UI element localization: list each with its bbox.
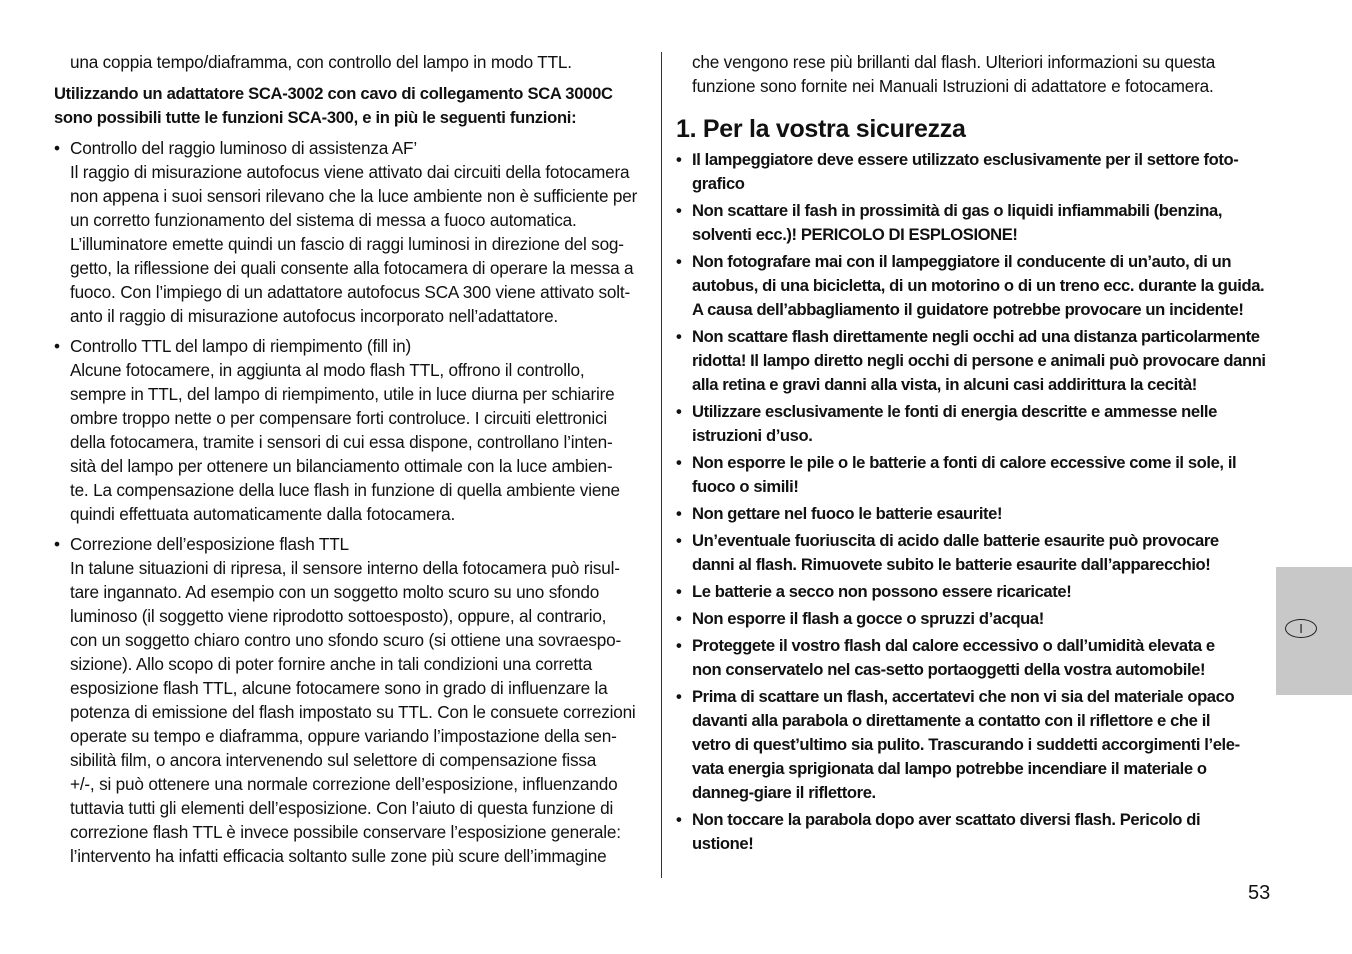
feature-line: sizione). Allo scopo di poter fornire anche in tali condizioni una corretta: [70, 654, 592, 674]
feature-item: [54, 334, 654, 526]
safety-item: [676, 325, 1276, 397]
feature-line: della fotocamera, tramite i sensori di cui essa dispone, controllano l’inten-: [70, 432, 613, 452]
safety-line: • Non scattare il fash in prossimità di gas o liquidi infiammabili (benzina,: [692, 201, 1223, 220]
safety-line: • Il lampeggiatore deve essere utilizzato esclusivamente per il settore foto-: [692, 150, 1239, 169]
safety-line: • Utilizzare esclusivamente le fonti di energia descritte e ammesse nelle: [692, 402, 1217, 421]
column-divider: [661, 52, 662, 878]
safety-line: • Non scattare flash direttamente negli occhi ad una distanza particolarmente: [692, 327, 1260, 346]
feature-line: potenza di emissione del flash impostato su TTL. Con le consuete correzioni: [70, 702, 636, 722]
safety-line: • Prima di scattare un flash, accertatevi che non vi sia del materiale opaco: [692, 687, 1235, 706]
feature-line: te. La compensazione della luce flash in funzione di quella ambiente viene: [70, 480, 620, 500]
continuation-text: [676, 50, 1276, 98]
feature-line: L’illuminatore emette quindi un fascio di raggi luminosi in direzione del sog-: [70, 234, 624, 254]
feature-line: quindi effettuata automaticamente dalla fotocamera.: [70, 504, 456, 524]
feature-line: Il raggio di misurazione autofocus viene attivato dai circuiti della fotocamera: [70, 162, 630, 182]
feature-line: luminoso (il soggetto viene riprodotto sottoesposto), oppure, al contrario,: [70, 606, 607, 626]
feature-list: [54, 136, 654, 868]
feature-line: correzione flash TTL è invece possibile conservare l’esposizione generale:: [70, 822, 621, 842]
continuation-line: che vengono rese più brillanti dal flash. Ulteriori informazioni su questa: [692, 52, 1216, 72]
safety-item: [676, 502, 1276, 526]
safety-line: • Proteggete il vostro flash dal calore eccessivo o dall’umidità elevata e: [692, 636, 1215, 655]
feature-line: getto, la riflessione dei quali consente alla fotocamera di operare la messa a: [70, 258, 634, 278]
bold-intro-line: Utilizzando un adattatore SCA-3002 con cavo di collegamento SCA 3000C: [54, 84, 613, 103]
page-number: 53: [1248, 882, 1271, 904]
safety-line: alla retina e gravi danni alla vista, in alcuni casi addirittura la cecità!: [692, 375, 1197, 394]
feature-line: operate su tempo e diaframma, oppure variando l’impostazione della sen-: [70, 726, 617, 746]
safety-line: • Un’eventuale fuoriuscita di acido dalle batterie esaurite può provocare: [692, 531, 1219, 550]
safety-line: • Non esporre il flash a gocce o spruzzi d’acqua!: [692, 609, 1044, 628]
safety-item: [676, 529, 1276, 577]
safety-line: ustione!: [692, 834, 754, 853]
safety-item: [676, 634, 1276, 682]
safety-line: • Le batterie a secco non possono essere ricaricate!: [692, 582, 1072, 601]
bold-intro-line: sono possibili tutte le funzioni SCA-300, e in più le seguenti funzioni:: [54, 108, 577, 127]
safety-line: • Non gettare nel fuoco le batterie esaurite!: [692, 504, 1003, 523]
safety-item: [676, 685, 1276, 805]
safety-line: ridotta! Il lampo diretto negli occhi di persone e animali può provocare danni: [692, 351, 1266, 370]
feature-line: sità del lampo per ottenere un bilanciamento ottimale con la luce ambien-: [70, 456, 613, 476]
safety-line: grafico: [692, 174, 745, 193]
safety-item: [676, 580, 1276, 604]
language-tab: [1276, 567, 1352, 695]
safety-line: solventi ecc.)! PERICOLO DI ESPLOSIONE!: [692, 225, 1018, 244]
safety-line: • Non fotografare mai con il lampeggiatore il conducente di un’auto, di un: [692, 252, 1232, 271]
safety-item: [676, 199, 1276, 247]
safety-line: istruzioni d’uso.: [692, 426, 813, 445]
feature-line: l’intervento ha infatti efficacia soltanto sulle zone più scure dell’immagine: [70, 846, 607, 866]
safety-list: [676, 148, 1276, 856]
safety-item: [676, 808, 1276, 856]
safety-item: [676, 607, 1276, 631]
safety-item: [676, 451, 1276, 499]
feature-line: Alcune fotocamere, in aggiunta al modo flash TTL, offrono il controllo,: [70, 360, 585, 380]
section-title: 1. Per la vostra sicurezza: [676, 115, 966, 143]
safety-item: [676, 400, 1276, 448]
safety-line: A causa dell’abbagliamento il guidatore potrebbe provocare un incidente!: [692, 300, 1244, 319]
safety-line: • Non toccare la parabola dopo aver scattato diversi flash. Pericolo di: [692, 810, 1201, 829]
feature-line: esposizione flash TTL, alcune fotocamere sono in grado di influenzare la: [70, 678, 608, 698]
safety-line: non conservatelo nel cas-setto portaoggetti della vostra automobile!: [692, 660, 1206, 679]
feature-line: tuttavia tutti gli elementi dell’esposizione. Con l’aiuto di questa funzione di: [70, 798, 614, 818]
feature-line: fuoco. Con l’impiego di un adattatore autofocus SCA 300 viene attivato solt-: [70, 282, 630, 302]
left-column: [54, 50, 654, 874]
safety-line: danni al flash. Rimuovete subito le batterie esaurite dall’apparecchio!: [692, 555, 1211, 574]
safety-item: [676, 250, 1276, 322]
feature-line: sempre in TTL, del lampo di riempimento, utile in luce diurna per schiarire: [70, 384, 615, 404]
bold-intro: [54, 82, 654, 130]
feature-line: ombre troppo nette o per compensare forti controluce. I circuiti elettronici: [70, 408, 607, 428]
feature-line: In talune situazioni di ripresa, il sensore interno della fotocamera può risul-: [70, 558, 620, 578]
safety-line: fuoco o simili!: [692, 477, 799, 496]
feature-item: [54, 136, 654, 328]
continuation-line: funzione sono fornite nei Manuali Istruzioni di adattatore e fotocamera.: [692, 76, 1214, 96]
feature-line: con un soggetto chiaro contro uno sfondo scuro (si ottiene una sovraespo-: [70, 630, 622, 650]
right-column: [676, 50, 1276, 859]
feature-line: un corretto funzionamento del sistema di messa a fuoco automatica.: [70, 210, 577, 230]
feature-line: sibilità film, o ancora intervenendo sul selettore di compensazione fissa: [70, 750, 597, 770]
feature-line: tare ingannato. Ad esempio con un soggetto molto scuro su uno sfondo: [70, 582, 600, 602]
feature-line: +/-, si può ottenere una normale correzione dell’esposizione, influenzando: [70, 774, 618, 794]
feature-line: non appena i suoi sensori rilevano che la luce ambiente non è sufficiente per: [70, 186, 638, 206]
safety-line: autobus, di una bicicletta, di un motorino o di un treno ecc. durante la guida.: [692, 276, 1265, 295]
feature-item: [54, 532, 654, 868]
feature-title: • Controllo del raggio luminoso di assistenza AF’: [54, 136, 654, 160]
safety-item: [676, 148, 1276, 196]
safety-line: • Non esporre le pile o le batterie a fonti di calore eccessive come il sole, il: [692, 453, 1237, 472]
feature-line: anto il raggio di misurazione autofocus incorporato nell’adattatore.: [70, 306, 559, 326]
feature-title: • Correzione dell’esposizione flash TTL: [54, 532, 654, 556]
language-marker: I: [1285, 619, 1317, 638]
safety-line: vata energia sprigionata dal lampo potrebbe incendiare il materiale o: [692, 759, 1207, 778]
safety-line: vetro di quest’ultimo sia pulito. Trascurando i suddetti accorgimenti l’ele-: [692, 735, 1240, 754]
feature-title: • Controllo TTL del lampo di riempimento (fill in): [54, 334, 654, 358]
safety-line: davanti alla parabola o direttamente a contatto con il riflettore e che il: [692, 711, 1211, 730]
intro-line: una coppia tempo/diaframma, con controllo del lampo in modo TTL.: [70, 52, 572, 72]
safety-line: danneg-giare il riflettore.: [692, 783, 876, 802]
